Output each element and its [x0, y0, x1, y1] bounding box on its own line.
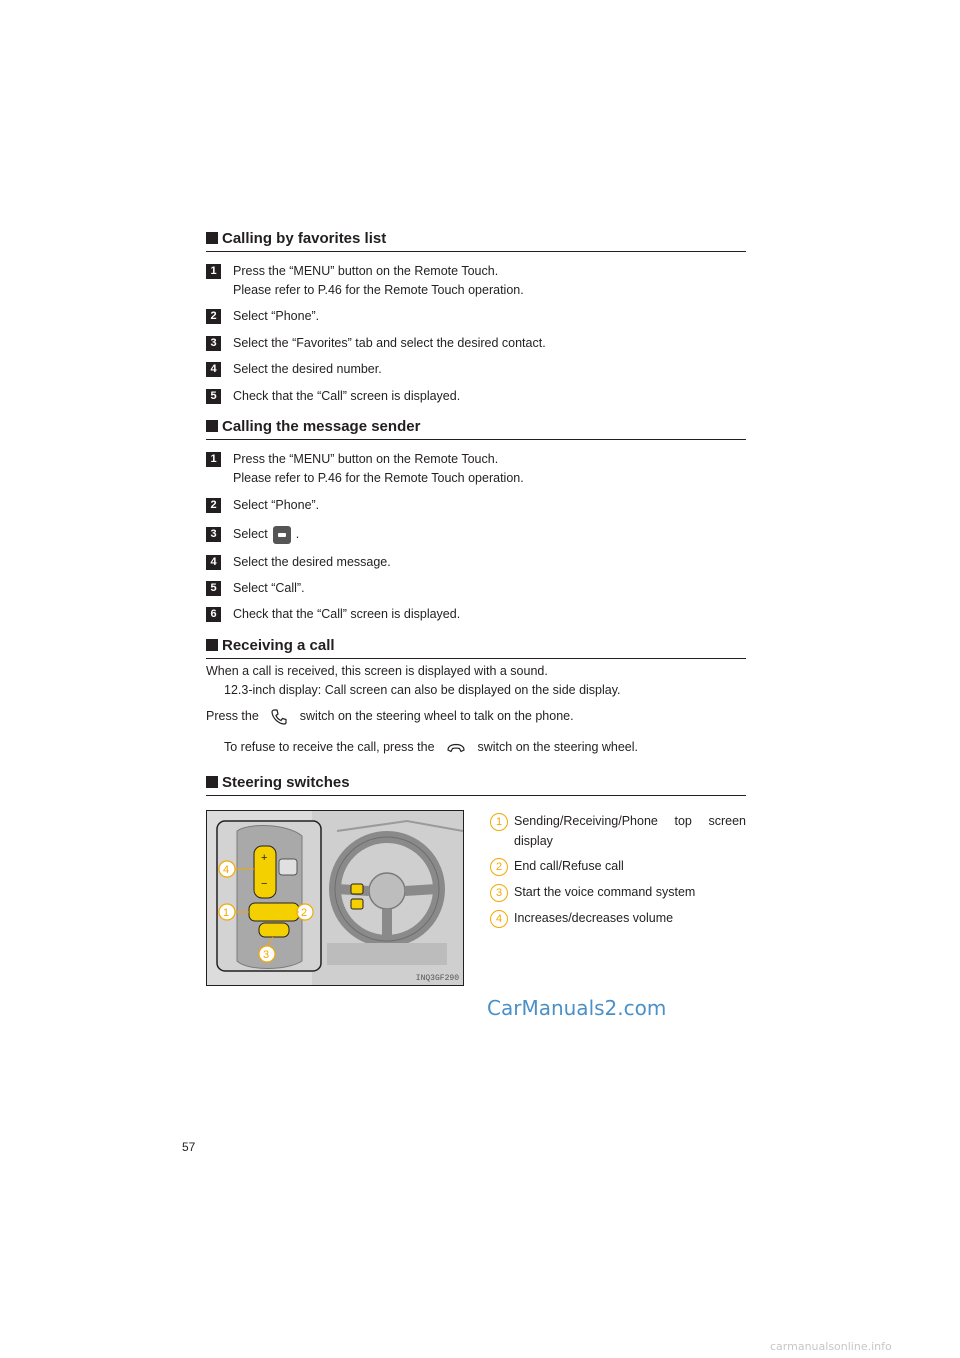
svg-text:−: −: [261, 878, 268, 890]
steering-wheel-illustration: [207, 811, 463, 985]
page-number: 57: [182, 1140, 196, 1154]
phone-pickup-icon: [270, 708, 288, 726]
receiving-line-1: When a call is received, this screen is displayed with a sound.: [206, 664, 548, 678]
receiving-line-4: To refuse to receive the call, press the switch on the steering wheel.: [224, 740, 639, 754]
footer-watermark: carmanualsonline.info: [770, 1340, 892, 1353]
section-heading-message: Calling the message sender: [206, 418, 746, 440]
callout-2: 2: [301, 907, 308, 919]
square-bullet-icon: [206, 776, 218, 788]
square-bullet-icon: [206, 232, 218, 244]
section-heading-receiving: Receiving a call: [206, 637, 746, 659]
watermark-logo: CarManuals2.com: [487, 996, 667, 1020]
receiving-line-2: 12.3-inch display: Call screen can also be displayed on the side display.: [224, 683, 621, 697]
section-heading-steering: Steering switches: [206, 774, 746, 796]
svg-text:+: +: [261, 852, 268, 864]
callout-1: 1: [223, 907, 230, 919]
phone-hangup-icon: [446, 741, 466, 755]
square-bullet-icon: [206, 639, 218, 651]
section-heading-favorites: Calling by favorites list: [206, 230, 746, 252]
square-bullet-icon: [206, 420, 218, 432]
callout-4: 4: [223, 864, 230, 876]
callout-3: 3: [263, 949, 270, 961]
receiving-line-3: Press the switch on the steering wheel to talk on the phone.: [206, 707, 574, 726]
message-icon: [273, 526, 291, 544]
steering-switches-figure: [206, 810, 464, 986]
figure-code: INQ3GF290: [415, 974, 459, 983]
